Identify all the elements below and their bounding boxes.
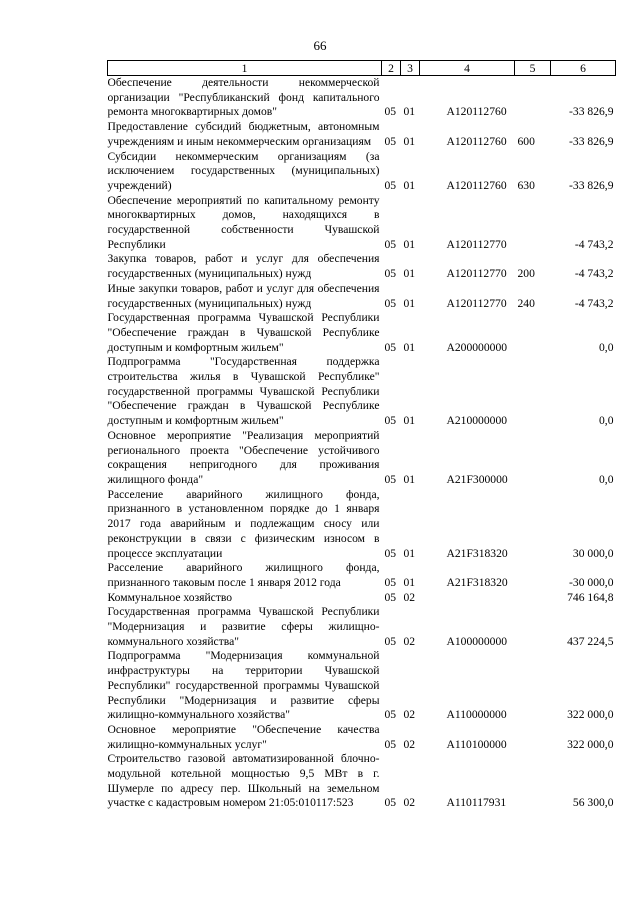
- row-name: Расселение аварийного жилищного фонда, признанного в установленном порядке до 1 января 2017 года аварийным и подлежащим сносу или реконструкции в связи с физическим износом в процессе эксплуатации: [107, 487, 380, 560]
- row-subsection: 01: [403, 546, 416, 560]
- header-col-1: 1: [108, 61, 382, 76]
- header-col-6: 6: [551, 61, 616, 76]
- row-expense-type: 600: [517, 134, 535, 148]
- row-target-code: A120112760: [446, 105, 507, 119]
- row-expense-type: [515, 429, 551, 488]
- row-section: 05: [384, 267, 397, 281]
- row-target-code: A120112760: [446, 134, 507, 148]
- row-section: 05: [384, 105, 397, 119]
- row-section: 05: [384, 472, 397, 486]
- row-sum: 0,0: [599, 414, 614, 428]
- table-row: [108, 355, 616, 429]
- row-name: Предоставление субсидий бюджетным, автономным учреждениям и иным некоммерческим организациям: [107, 120, 380, 148]
- row-section: 05: [384, 737, 397, 751]
- row-expense-type: [515, 752, 551, 811]
- row-sum: -4 743,2: [574, 237, 614, 251]
- row-target-code: A120112760: [446, 178, 507, 192]
- row-section: 05: [384, 590, 397, 604]
- row-target-code: A110100000: [446, 737, 507, 751]
- row-name: Субсидии некоммерческим организациям (за исключением государственных (муниципальных) учреждений): [107, 149, 380, 192]
- row-subsection: 01: [403, 134, 416, 148]
- row-expense-type: 200: [517, 267, 535, 281]
- row-target-code: A200000000: [446, 340, 508, 354]
- row-sum: 0,0: [599, 340, 614, 354]
- table-row: [108, 752, 616, 811]
- row-expense-type: [515, 194, 551, 253]
- table-row: [108, 605, 616, 649]
- table-row: [108, 150, 616, 194]
- row-subsection: 01: [403, 340, 416, 354]
- row-subsection: 02: [403, 796, 416, 810]
- row-sum: 322 000,0: [567, 708, 614, 722]
- row-subsection: 02: [403, 708, 416, 722]
- row-target-code: A120112770: [446, 237, 507, 251]
- table-body: [108, 76, 616, 812]
- row-sum: -33 826,9: [569, 105, 614, 119]
- table-header: [108, 61, 616, 76]
- header-col-2: 2: [382, 61, 401, 76]
- row-section: 05: [384, 546, 397, 560]
- row-target-code: A120112770: [446, 267, 507, 281]
- row-subsection: 01: [403, 105, 416, 119]
- header-col-3: 3: [401, 61, 420, 76]
- row-name: Иные закупки товаров, работ и услуг для обеспечения государственных (муниципальных) нужд: [107, 281, 380, 310]
- table-row: [108, 649, 616, 723]
- row-section: 05: [384, 634, 397, 648]
- row-subsection: 01: [403, 472, 416, 486]
- table-row: [108, 591, 616, 606]
- row-expense-type: [515, 723, 551, 752]
- budget-table: [107, 60, 616, 811]
- row-target-code: A21F318320: [446, 575, 508, 589]
- row-sum: 30 000,0: [572, 546, 614, 560]
- row-sum: -33 826,9: [569, 178, 614, 192]
- row-sum: -4 743,2: [574, 296, 614, 310]
- row-expense-type: [515, 605, 551, 649]
- table-row: [108, 120, 616, 149]
- row-subsection: 02: [403, 590, 416, 604]
- row-section: 05: [384, 575, 397, 589]
- row-name: Обеспечение мероприятий по капитальному ремонту многоквартирных домов, находящихся в государственной собственности Чувашской Республики: [107, 193, 380, 251]
- row-target-code: A210000000: [446, 414, 508, 428]
- row-target-code: A110117931: [446, 796, 507, 810]
- table-row: [108, 429, 616, 488]
- row-expense-type: [515, 355, 551, 429]
- row-expense-type: [515, 311, 551, 355]
- table-row: [108, 282, 616, 311]
- row-subsection: 01: [403, 414, 416, 428]
- row-target-code: A100000000: [446, 634, 508, 648]
- row-subsection: 01: [403, 296, 416, 310]
- row-section: 05: [384, 296, 397, 310]
- table-row: [108, 194, 616, 253]
- row-subsection: 01: [403, 267, 416, 281]
- row-section: 05: [384, 414, 397, 428]
- row-target-code: A21F318320: [446, 546, 508, 560]
- header-col-5: 5: [515, 61, 551, 76]
- row-section: 05: [384, 708, 397, 722]
- row-expense-type: 630: [517, 178, 535, 192]
- row-target-code: A110000000: [446, 708, 507, 722]
- row-name: Подпрограмма "Государственная поддержка строительства жилья в Чувашской Республике" государственной программы Чувашской Республики "Обеспечение граждан в Чувашской Республике доступным и комфортным жильем": [107, 355, 380, 428]
- row-sum: 56 300,0: [572, 796, 614, 810]
- row-name: Строительство газовой автоматизированной блочно-модульной котельной мощностью 9,5 МВт в г. Шумерле по адресу пер. Школьный на земельном участке с кадастровым номером 21:05:010117:523: [107, 752, 380, 810]
- row-sum: -30 000,0: [569, 575, 614, 589]
- row-name: Основное мероприятие "Реализация мероприятий регионального проекта "Обеспечение устойчивого сокращения непригодного для проживания жилищного фонда": [107, 428, 380, 486]
- row-target-code: A21F300000: [446, 472, 508, 486]
- table-row: [108, 76, 616, 121]
- row-subsection: 01: [403, 237, 416, 251]
- row-name: Закупка товаров, работ и услуг для обеспечения государственных (муниципальных) нужд: [107, 252, 380, 281]
- row-sum: -33 826,9: [569, 134, 614, 148]
- row-expense-type: [515, 561, 551, 590]
- row-name: Расселение аварийного жилищного фонда, признанного таковым после 1 января 2012 года: [107, 561, 380, 589]
- row-name: Основное мероприятие "Обеспечение качества жилищно-коммунальных услуг": [107, 722, 380, 751]
- row-name: Коммунальное хозяйство: [107, 590, 233, 604]
- row-expense-type: [515, 591, 551, 606]
- row-section: 05: [384, 340, 397, 354]
- row-subsection: 02: [403, 634, 416, 648]
- row-target-code: [420, 591, 515, 606]
- row-expense-type: [515, 649, 551, 723]
- header-col-4: 4: [420, 61, 515, 76]
- row-name: Государственная программа Чувашской Республики "Обеспечение граждан в Чувашской Республике доступным и комфортным жильем": [107, 311, 380, 354]
- row-name: Подпрограмма "Модернизация коммунальной инфраструктуры на территории Чувашской Республики" государственной программы Чувашской Республики "Модернизация и развитие сферы жилищно-коммунального хозяйства": [107, 649, 380, 722]
- row-section: 05: [384, 134, 397, 148]
- row-sum: 746 164,8: [567, 590, 614, 604]
- row-section: 05: [384, 237, 397, 251]
- row-expense-type: 240: [517, 296, 535, 310]
- row-sum: 0,0: [599, 472, 614, 486]
- row-section: 05: [384, 178, 397, 192]
- table-row: [108, 561, 616, 590]
- table-row: [108, 311, 616, 355]
- row-subsection: 02: [403, 737, 416, 751]
- table-row: [108, 723, 616, 752]
- row-name: Государственная программа Чувашской Республики "Модернизация и развитие сферы жилищно-коммунального хозяйства": [107, 605, 380, 648]
- row-target-code: A120112770: [446, 296, 507, 310]
- row-subsection: 01: [403, 575, 416, 589]
- row-sum: -4 743,2: [574, 267, 614, 281]
- row-expense-type: [515, 488, 551, 562]
- row-sum: 322 000,0: [567, 737, 614, 751]
- row-subsection: 01: [403, 178, 416, 192]
- row-name: Обеспечение деятельности некоммерческой организации "Республиканский фонд капитального ремонта многоквартирных домов": [107, 76, 380, 119]
- table-row: [108, 488, 616, 562]
- row-expense-type: [515, 76, 551, 121]
- row-sum: 437 224,5: [567, 634, 614, 648]
- page-number: 66: [313, 38, 327, 53]
- row-section: 05: [384, 796, 397, 810]
- table-row: [108, 252, 616, 281]
